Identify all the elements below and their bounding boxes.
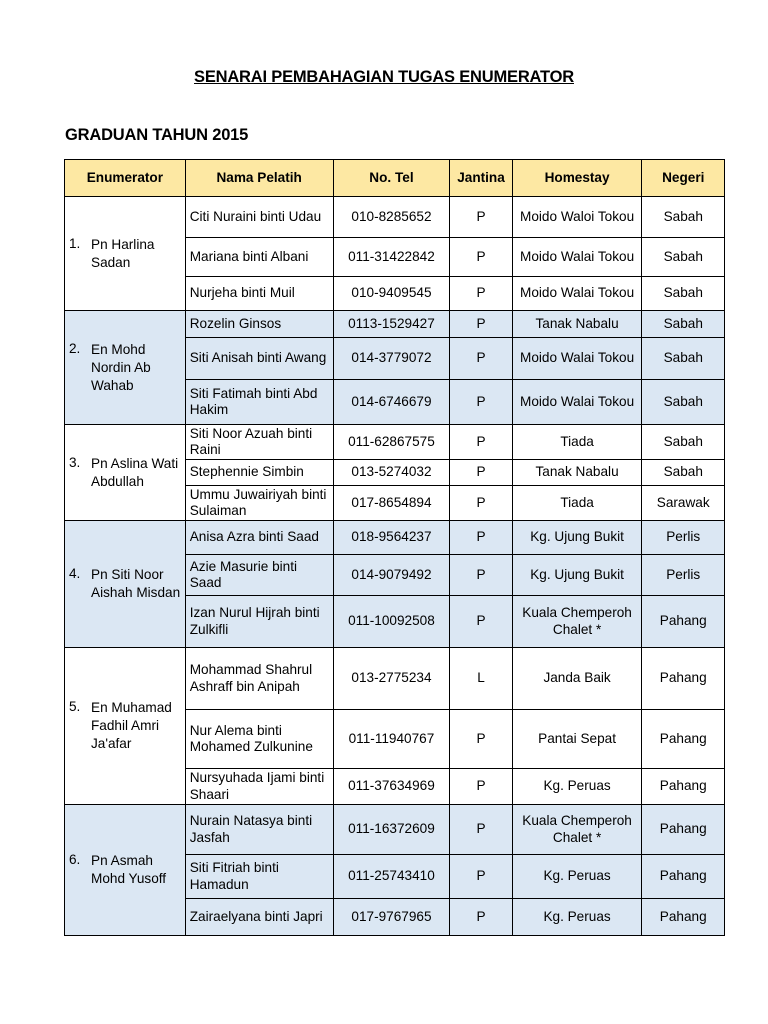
section-subtitle: GRADUAN TAHUN 2015 xyxy=(65,126,249,144)
gender-cell: P xyxy=(450,425,512,460)
homestay-cell: Moido Waloi Tokou xyxy=(512,197,642,238)
state-cell: Perlis xyxy=(642,521,725,555)
trainee-name-cell: Nur Alema binti Mohamed Zulkunine xyxy=(185,710,333,769)
enumerator-name: Pn Siti Noor Aishah Misdan xyxy=(91,567,181,600)
phone-cell: 011-10092508 xyxy=(333,596,450,648)
enumerator-number: 4. xyxy=(69,566,81,581)
trainee-name-cell: Citi Nuraini binti Udau xyxy=(185,197,333,238)
gender-cell: P xyxy=(450,555,512,596)
gender-cell: P xyxy=(450,596,512,648)
homestay-cell: Pantai Sepat xyxy=(512,710,642,769)
trainee-name-cell: Nursyuhada Ijami binti Shaari xyxy=(185,769,333,805)
enumerator-table xyxy=(64,159,725,936)
homestay-cell: Moido Walai Tokou xyxy=(512,238,642,277)
phone-cell: 014-6746679 xyxy=(333,380,450,425)
enumerator-name: En Mohd Nordin Ab Wahab xyxy=(91,341,151,393)
phone-cell: 011-25743410 xyxy=(333,855,450,899)
phone-cell: 011-37634969 xyxy=(333,769,450,805)
state-cell: Pahang xyxy=(642,899,725,936)
enumerator-cell xyxy=(65,648,186,805)
trainee-name-cell: Izan Nurul Hijrah binti Zulkifli xyxy=(185,596,333,648)
homestay-cell: Kg. Ujung Bukit xyxy=(512,555,642,596)
phone-cell: 017-8654894 xyxy=(333,486,450,521)
state-cell: Sarawak xyxy=(642,486,725,521)
enumerator-number: 5. xyxy=(69,699,81,714)
table-row xyxy=(65,197,725,238)
phone-cell: 014-3779072 xyxy=(333,338,450,380)
trainee-name-cell: Azie Masurie binti Saad xyxy=(185,555,333,596)
enumerator-cell xyxy=(65,197,186,311)
homestay-cell: Kuala Chemperoh Chalet * xyxy=(512,805,642,855)
phone-cell: 0113-1529427 xyxy=(333,311,450,338)
state-cell: Pahang xyxy=(642,855,725,899)
state-cell: Pahang xyxy=(642,596,725,648)
gender-cell: P xyxy=(450,238,512,277)
enumerator-cell xyxy=(65,311,186,425)
table-row xyxy=(65,805,725,855)
state-cell: Sabah xyxy=(642,277,725,311)
phone-cell: 011-16372609 xyxy=(333,805,450,855)
state-cell: Sabah xyxy=(642,460,725,486)
enumerator-name: En Muhamad Fadhil Amri Ja'afar xyxy=(91,700,172,751)
homestay-cell: Tanak Nabalu xyxy=(512,311,642,338)
state-cell: Sabah xyxy=(642,338,725,380)
enumerator-cell xyxy=(65,425,186,521)
header-homestay: Homestay xyxy=(512,160,642,197)
trainee-name-cell: Nurain Natasya binti Jasfah xyxy=(185,805,333,855)
phone-cell: 013-2775234 xyxy=(333,648,450,710)
header-enumerator: Enumerator xyxy=(65,160,186,197)
trainee-name-cell: Zairaelyana binti Japri xyxy=(185,899,333,936)
gender-cell: P xyxy=(450,855,512,899)
gender-cell: P xyxy=(450,311,512,338)
enumerator-number: 1. xyxy=(69,235,81,251)
homestay-cell: Kg. Ujung Bukit xyxy=(512,521,642,555)
trainee-name-cell: Anisa Azra binti Saad xyxy=(185,521,333,555)
trainee-name-cell: Siti Noor Azuah binti Raini xyxy=(185,425,333,460)
trainee-name-cell: Nurjeha binti Muil xyxy=(185,277,333,311)
enumerator-name: Pn Harlina Sadan xyxy=(91,236,155,270)
gender-cell: P xyxy=(450,899,512,936)
state-cell: Sabah xyxy=(642,238,725,277)
header-jantina: Jantina xyxy=(450,160,512,197)
gender-cell: P xyxy=(450,380,512,425)
phone-cell: 013-5274032 xyxy=(333,460,450,486)
state-cell: Sabah xyxy=(642,197,725,238)
trainee-name-cell: Siti Fatimah binti Abd Hakim xyxy=(185,380,333,425)
enumerator-name: Pn Aslina Wati Abdullah xyxy=(91,455,179,489)
enumerator-cell xyxy=(65,805,186,936)
state-cell: Sabah xyxy=(642,311,725,338)
homestay-cell: Moido Walai Tokou xyxy=(512,380,642,425)
phone-cell: 014-9079492 xyxy=(333,555,450,596)
table-row xyxy=(65,425,725,460)
state-cell: Pahang xyxy=(642,710,725,769)
enumerator-cell xyxy=(65,521,186,648)
phone-cell: 011-31422842 xyxy=(333,238,450,277)
table-row xyxy=(65,648,725,710)
header-nama-pelatih: Nama Pelatih xyxy=(185,160,333,197)
homestay-cell: Kuala Chemperoh Chalet * xyxy=(512,596,642,648)
enumerator-number: 2. xyxy=(69,340,81,356)
trainee-name-cell: Mariana binti Albani xyxy=(185,238,333,277)
enumerator-name: Pn Asmah Mohd Yusoff xyxy=(91,853,167,886)
gender-cell: P xyxy=(450,197,512,238)
table-row xyxy=(65,311,725,338)
header-negeri: Negeri xyxy=(642,160,725,197)
table-body xyxy=(65,197,725,936)
gender-cell: P xyxy=(450,805,512,855)
phone-cell: 011-62867575 xyxy=(333,425,450,460)
page-title: SENARAI PEMBAHAGIAN TUGAS ENUMERATOR xyxy=(194,68,574,86)
homestay-cell: Kg. Peruas xyxy=(512,899,642,936)
homestay-cell: Tiada xyxy=(512,486,642,521)
state-cell: Pahang xyxy=(642,769,725,805)
gender-cell: P xyxy=(450,710,512,769)
homestay-cell: Moido Walai Tokou xyxy=(512,338,642,380)
gender-cell: P xyxy=(450,521,512,555)
phone-cell: 010-8285652 xyxy=(333,197,450,238)
phone-cell: 011-11940767 xyxy=(333,710,450,769)
state-cell: Pahang xyxy=(642,805,725,855)
homestay-cell: Tiada xyxy=(512,425,642,460)
enumerator-number: 6. xyxy=(69,852,81,867)
phone-cell: 010-9409545 xyxy=(333,277,450,311)
state-cell: Sabah xyxy=(642,425,725,460)
gender-cell: P xyxy=(450,769,512,805)
homestay-cell: Tanak Nabalu xyxy=(512,460,642,486)
state-cell: Perlis xyxy=(642,555,725,596)
gender-cell: L xyxy=(450,648,512,710)
homestay-cell: Kg. Peruas xyxy=(512,769,642,805)
homestay-cell: Moido Walai Tokou xyxy=(512,277,642,311)
trainee-name-cell: Mohammad Shahrul Ashraff bin Anipah xyxy=(185,648,333,710)
state-cell: Sabah xyxy=(642,380,725,425)
trainee-name-cell: Rozelin Ginsos xyxy=(185,311,333,338)
gender-cell: P xyxy=(450,460,512,486)
enumerator-number: 3. xyxy=(69,454,81,470)
phone-cell: 018-9564237 xyxy=(333,521,450,555)
table-header-row xyxy=(65,160,725,197)
trainee-name-cell: Ummu Juwairiyah binti Sulaiman xyxy=(185,486,333,521)
trainee-name-cell: Stephennie Simbin xyxy=(185,460,333,486)
trainee-name-cell: Siti Anisah binti Awang xyxy=(185,338,333,380)
gender-cell: P xyxy=(450,338,512,380)
header-no-tel: No. Tel xyxy=(333,160,450,197)
phone-cell: 017-9767965 xyxy=(333,899,450,936)
gender-cell: P xyxy=(450,486,512,521)
state-cell: Pahang xyxy=(642,648,725,710)
homestay-cell: Janda Baik xyxy=(512,648,642,710)
homestay-cell: Kg. Peruas xyxy=(512,855,642,899)
gender-cell: P xyxy=(450,277,512,311)
trainee-name-cell: Siti Fitriah binti Hamadun xyxy=(185,855,333,899)
table-row xyxy=(65,521,725,555)
